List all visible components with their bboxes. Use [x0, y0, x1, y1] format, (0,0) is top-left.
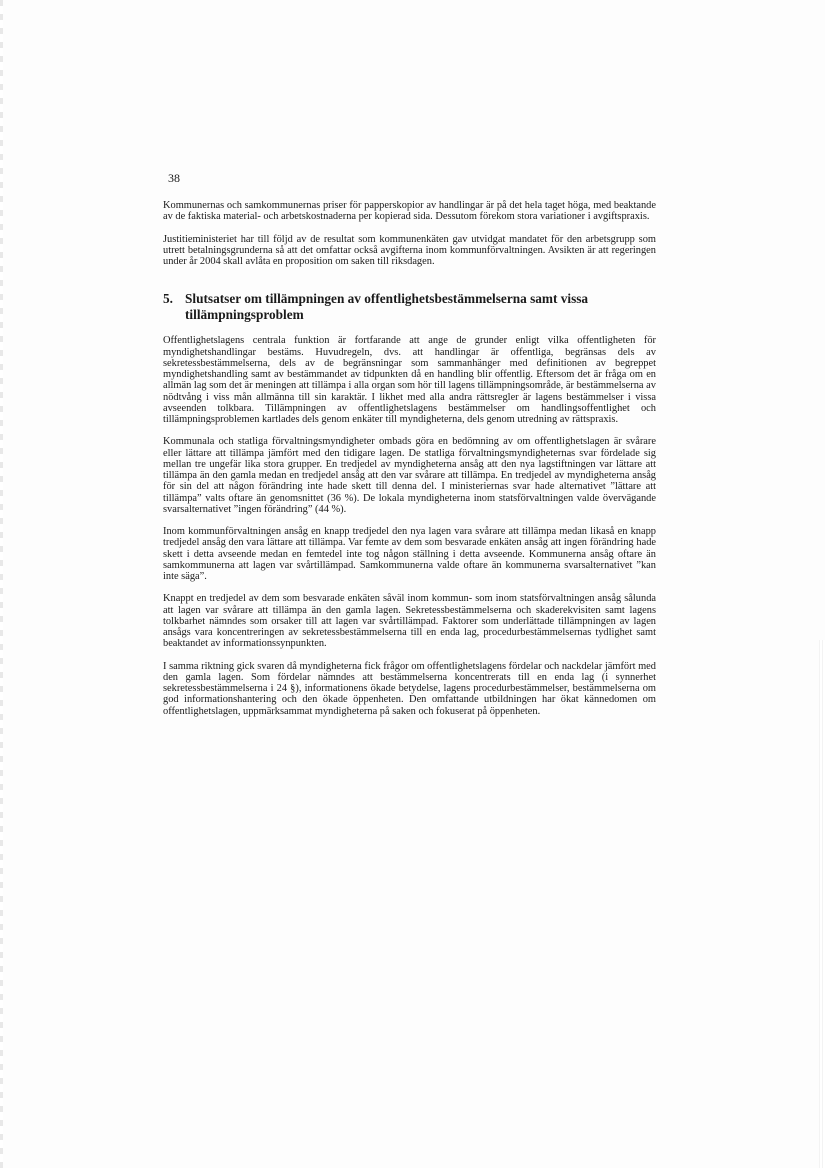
intro-paragraph-2: Justitieministeriet har till följd av de resultat som kommunenkäten gav utvidgat mandatet för den arbetsgrupp som utrett betalningsgrunderna så att det omfattar också avgifterna inom kommunförvaltningen. Avsikten är att regeringen under år 2004 skall avlåta en proposition om saken till riksdagen. — [163, 233, 656, 267]
section-paragraph-5: I samma riktning gick svaren då myndigheterna fick frågor om offentlighetslagens fördelar och nackdelar jämfört med den gamla lagen. Som fördelar nämndes att bestämmelserna koncentrerats till en enda lag (i synnerhet sekretessbestämmelserna i 24 §), informationens ökade betydelse, lagens procedurbestämmelser, bestämmelserna om god informationshantering och den ökade öppenheten. Den omfattande utbildningen har ökat kännedomen om offentlighetslagen, uppmärksammat myndigheterna på saken och fokuserat på öppenheten. — [163, 660, 656, 717]
section-paragraph-3: Inom kommunförvaltningen ansåg en knapp tredjedel den nya lagen vara svårare att tillämpa medan likaså en knapp tredjedel ansåg den vara lättare att tillämpa. Var femte av dem som besvarade enkäten ansåg att ingen förändring hade skett i detta avseende medan en femtedel inte tog någon ställning i detta avseende. Kommunerna ansåg oftare än samkommunerna att lagen var svårtillämpad. Samkommunerna valde oftare än kommunerna svarsalternativet ”kan inte säga”. — [163, 526, 656, 582]
scan-edge-right — [819, 640, 825, 1168]
intro-paragraph-1: Kommunernas och samkommunernas priser för papperskopior av handlingar är på det hela taget höga, med beaktande av de faktiska material- och arbetskostnaderna per kopierad sida. Dessutom förekom stora variationer i avgiftspraxis. — [163, 200, 656, 223]
page-number: 38 — [168, 171, 180, 185]
section-paragraph-4: Knappt en tredjedel av dem som besvarade enkäten såväl inom kommun- som inom statsförvaltningen ansåg sålunda att lagen var svårare att tillämpa än den gamla lagen. Sekretessbestämmelserna och skaderekvisiten samt lagens tolkbarhet nämndes som orsaker till att lagen var svårtillämpad. Faktorer som underlättade tillämpningen av lagen ansågs vara koncentreringen av sekretessbestämmelserna till en enda lag, procedurbestämmelsernas tydlighet samt beaktandet av informationssynpunkten. — [163, 593, 656, 650]
section-title: Slutsatser om tillämpningen av offentlighetsbestämmelserna samt vissa tillämpningsproblem — [185, 291, 589, 323]
section-heading — [163, 291, 656, 323]
scan-edge-left — [0, 0, 3, 1168]
section-number: 5. — [163, 291, 173, 307]
page-content — [163, 171, 656, 728]
section-paragraph-2: Kommunala och statliga förvaltningsmyndigheter ombads göra en bedömning av om offentlighetslagen är svårare eller lättare att tillämpa jämfört med den tidigare lagen. De statliga förvaltningsmyndigheternas svar fördelade sig mellan tre ungefär lika stora grupper. En tredjedel av myndigheterna ansåg att den nya lagstiftningen var lättare att tillämpa än den gamla medan en tredjedel ansåg att den var svårare att tillämpa. En tredjedel av myndigheterna ansåg för sin del att någon förändring inte hade skett till denna del. I ministeriernas svar hade alternativet ”lättare att tillämpa” valts oftare än genomsnittet (36 %). De lokala myndigheterna inom statsförvaltningen valde övervägande svarsalternativet ”ingen förändring” (44 %). — [163, 436, 656, 515]
section-paragraph-1: Offentlighetslagens centrala funktion är fortfarande att ange de grunder enligt vilka offentligheten för myndighetshandlingar bestäms. Huvudregeln, dvs. att handlingar är offentliga, begränsas dels av sekretessbestämmelserna, dels av de begränsningar som sammanhänger med definitionen av begreppet myndighetshandling samt av bestämmandet av tidpunkten då en handling blir offentlig. Eftersom det är fråga om en allmän lag som det är meningen att tillämpa i alla organ som hör till lagens tillämpningsområde, är bestämmelserna av nödtvång i viss mån allmänna till sin karaktär. I likhet med alla andra rättsregler är lagens bestämmelser i vissa avseenden tolkbara. Tillämpningen av offentlighetslagens bestämmelser om handlingsoffentlighet och tillämpningsproblemen kartlades dels genom enkäter till myndigheterna, dels genom utredning av rättspraxis. — [163, 335, 656, 425]
